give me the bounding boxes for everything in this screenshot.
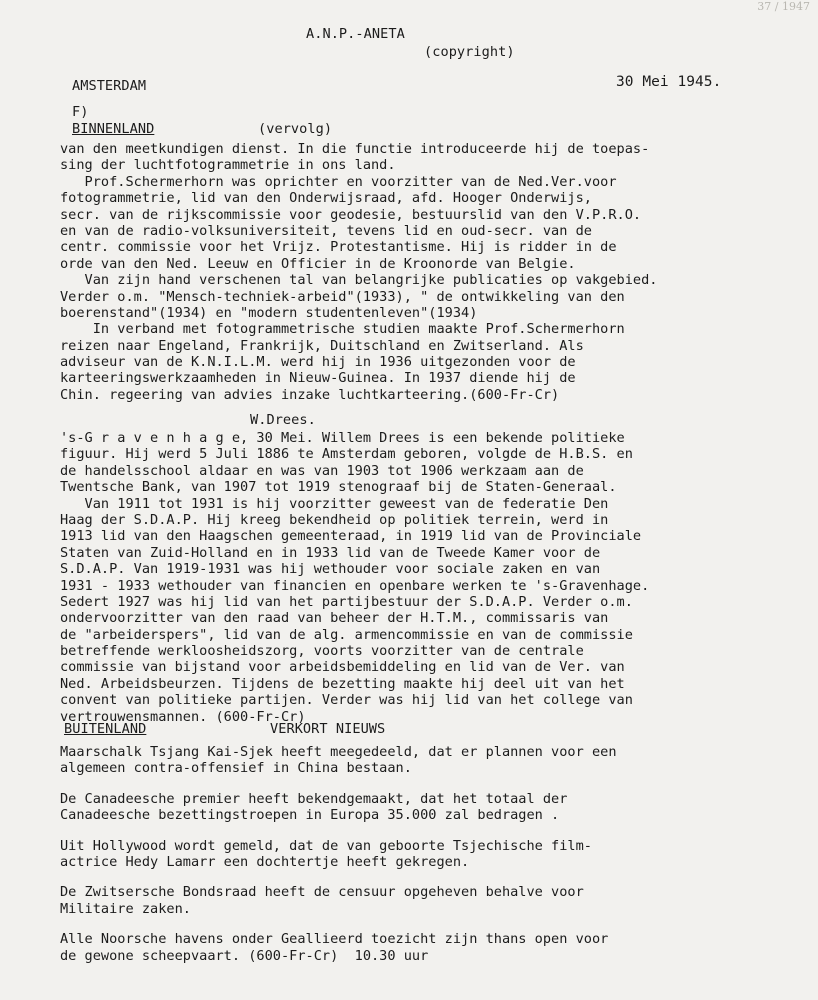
text-line: Chin. regeering van advies inzake luchtkarteering.(600-Fr-Cr) [60, 386, 560, 403]
text-line: 1931 - 1933 wethouder van financien en openbare werken te 's-Gravenhage. [60, 577, 650, 594]
text-line: boerenstand"(1934) en "modern studentenleven"(1934) [60, 304, 478, 321]
text-line: algemeen contra-offensief in China bestaan. [60, 760, 412, 777]
text-line: Sedert 1927 was hij lid van het partijbestuur der S.D.A.P. Verder o.m. [60, 593, 633, 610]
text-line: Van zijn hand verschenen tal van belangrijke publicaties op vakgebied. [60, 272, 658, 289]
text-line: Staten van Zuid-Holland en in 1933 lid van de Tweede Kamer voor de [60, 544, 601, 561]
text-line: de "arbeiderspers", lid van de alg. armencommissie en van de commissie [60, 626, 633, 643]
text-line: Alle Noorsche havens onder Geallieerd toezicht zijn thans open voor [60, 931, 609, 948]
text-line: Twentsche Bank, van 1907 tot 1919 stenograaf bij de Staten-Generaal. [60, 479, 617, 496]
corner-pencil-note: 37 / 1947 [757, 0, 810, 13]
text-line: S.D.A.P. Van 1919-1931 was hij wethouder voor sociale zaken en van [60, 561, 601, 578]
section-heading-drees: W.Drees. [250, 412, 316, 428]
text-line: Uit Hollywood wordt gemeld, dat de van geboorte Tsjechische film- [60, 837, 592, 854]
text-line: De Zwitsersche Bondsraad heeft de censuur opgeheven behalve voor [60, 884, 584, 901]
text-line: Van 1911 tot 1931 is hij voorzitter geweest van de federatie Den [60, 495, 609, 512]
news-item [60, 744, 760, 777]
section-heading-buitenland: BUITENLAND [64, 721, 147, 737]
news-item [60, 931, 760, 964]
text-line: In verband met fotogrammetrische studien maakte Prof.Schermerhorn [60, 321, 625, 338]
agency-name: A.N.P.-ANETA [306, 26, 405, 42]
text-line: en van de radio-volksuniversiteit, tevens lid en oud-secr. van de [60, 222, 592, 239]
text-line: figuur. Hij werd 5 Juli 1886 te Amsterdam geboren, volgde de H.B.S. en [60, 446, 633, 463]
news-items [60, 744, 760, 964]
text-line: 1913 lid van den Haagschen gemeenteraad, in 1919 lid van de Provinciale [60, 528, 642, 545]
section-subheading-verkort-nieuws: VERKORT NIEUWS [270, 721, 386, 737]
text-line: fotogrammetrie, lid van den Onderwijsraad, afd. Hooger Onderwijs, [60, 190, 592, 207]
text-line: karteeringswerkzaamheden in Nieuw-Guinea. In 1937 diende hij de [60, 370, 576, 387]
copyright-note: (copyright) [424, 44, 515, 60]
article-drees [60, 430, 760, 725]
text-line: Haag der S.D.A.P. Hij kreeg bekendheid op politiek terrein, werd in [60, 511, 609, 528]
text-line: orde van den Ned. Leeuw en Officier in de Kroonorde van Belgie. [60, 255, 576, 272]
text-line: Verder o.m. "Mensch-techniek-arbeid"(1933), " de ontwikkeling van den [60, 288, 625, 305]
text-line: Prof.Schermerhorn was oprichter en voorzitter van de Ned.Ver.voor [60, 173, 617, 190]
dateline-city: AMSTERDAM [72, 78, 147, 94]
news-item [60, 884, 760, 917]
text-line: de handelsschool aldaar en was van 1903 tot 1906 werkzaam aan de [60, 462, 584, 479]
news-item [60, 791, 760, 824]
text-line: reizen naar Engeland, Frankrijk, Duitschland en Zwitserland. Als [60, 337, 584, 354]
text-line: sing der luchtfotogrammetrie in ons land. [60, 157, 396, 174]
page-code: F) [72, 104, 89, 120]
text-line: convent van politieke partijen. Verder was hij lid van het college van [60, 692, 633, 709]
text-line: adviseur van de K.N.I.L.M. werd hij in 1936 uitgezonden voor de [60, 354, 576, 371]
text-line: de gewone scheepvaart. (600-Fr-Cr) 10.30 uur [60, 947, 429, 964]
text-line: De Canadeesche premier heeft bekendgemaakt, dat het totaal der [60, 790, 568, 807]
text-line: commissie van bijstand voor arbeidsbemiddeling en lid van de Ver. van [60, 659, 625, 676]
text-line: vertrouwensmannen. (600-Fr-Cr) [60, 708, 306, 725]
text-line: Maarschalk Tsjang Kai-Sjek heeft meegedeeld, dat er plannen voor een [60, 744, 617, 760]
text-line: Canadeesche bezettingstroepen in Europa 35.000 zal bedragen . [60, 807, 560, 824]
text-line: Ned. Arbeidsbeurzen. Tijdens de bezetting maakte hij deel uit van het [60, 675, 625, 692]
text-line: actrice Hedy Lamarr een dochtertje heeft gekregen. [60, 853, 470, 870]
article-schermerhorn [60, 141, 760, 403]
text-line: 's-G r a v e n h a g e, 30 Mei. Willem Drees is een bekende politieke [60, 430, 625, 446]
text-line: betreffende werkloosheidszorg, voorts voorzitter van de centrale [60, 643, 584, 660]
text-line: ondervoorzitter van den raad van beheer der H.T.M., commissaris van [60, 610, 609, 627]
text-line: van den meetkundigen dienst. In die functie introduceerde hij de toepas- [60, 141, 650, 157]
dateline-date: 30 Mei 1945. [616, 74, 722, 90]
section-heading-binnenland: BINNENLAND [72, 121, 155, 137]
text-line: secr. van de rijkscommissie voor geodesie, bestuurslid van den V.P.R.O. [60, 206, 642, 223]
section-subheading-vervolg: (vervolg) [258, 121, 333, 137]
text-line: Militaire zaken. [60, 900, 191, 917]
news-item [60, 838, 760, 871]
text-line: centr. commissie voor het Vrijz. Protestantisme. Hij is ridder in de [60, 239, 617, 256]
